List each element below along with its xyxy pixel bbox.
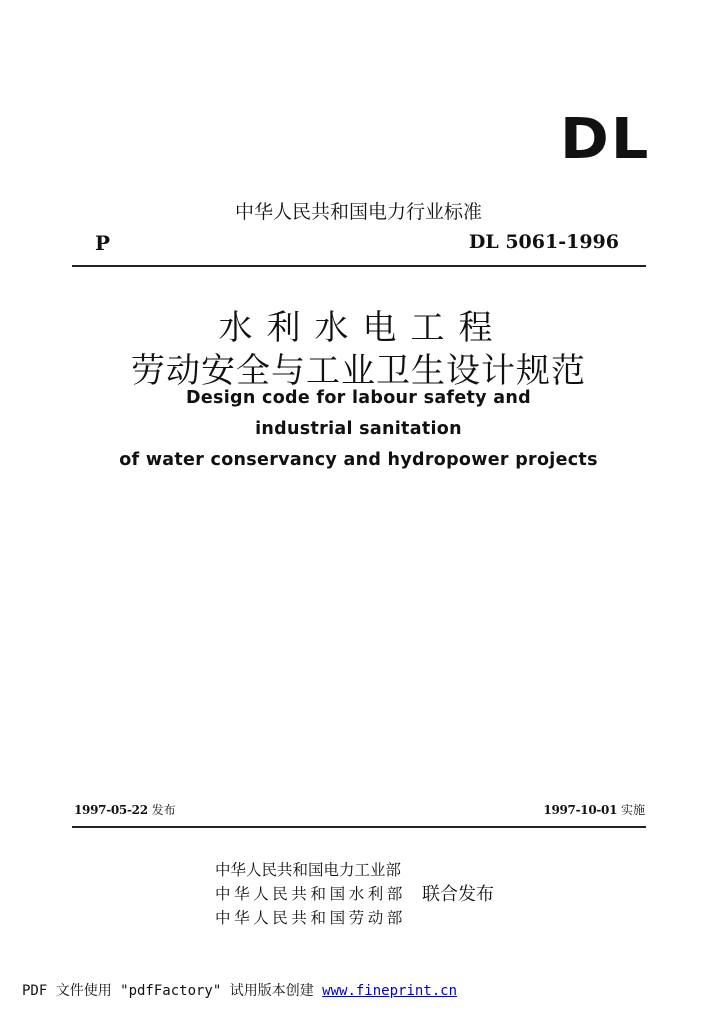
title-cn-line2: 劳动安全与工业卫生设计规范 (131, 351, 586, 391)
pdf-footer (22, 980, 457, 1000)
issue-date-label: 发布 (151, 803, 176, 817)
title-cn-line1: 水利水电工程 (218, 308, 507, 348)
implement-date-label: 实施 (620, 803, 645, 817)
issue-date (74, 801, 176, 818)
implement-date-value: 1997-10-01 (543, 803, 618, 817)
top-divider (72, 265, 646, 267)
footer-text: PDF 文件使用 "pdfFactory" 试用版本创建 (22, 983, 314, 999)
issuer-labour-ministry: 中华人民共和国劳动部 (215, 909, 407, 927)
issuer-list (215, 858, 406, 930)
implement-date (543, 801, 645, 818)
title-en-line2: industrial sanitation (255, 419, 462, 439)
standard-number: DL 5061-1996 (468, 231, 619, 253)
title-en-line1: Design code for labour safety and (186, 388, 531, 408)
joint-issue-label: 联合发布 (422, 884, 494, 905)
issue-date-value: 1997-05-22 (74, 803, 148, 817)
standard-type-line: 中华人民共和国电力行业标准 (234, 201, 482, 223)
footer-link[interactable]: www.fineprint.cn (322, 983, 458, 999)
title-en-line3: of water conservancy and hydropower projects (119, 450, 598, 470)
category-code: P (95, 231, 111, 255)
issuer-power-ministry: 中华人民共和国电力工业部 (215, 861, 402, 879)
dl-logo: DL (560, 107, 651, 172)
issuer-water-ministry: 中华人民共和国水利部 (215, 885, 407, 903)
bottom-divider (72, 826, 646, 828)
